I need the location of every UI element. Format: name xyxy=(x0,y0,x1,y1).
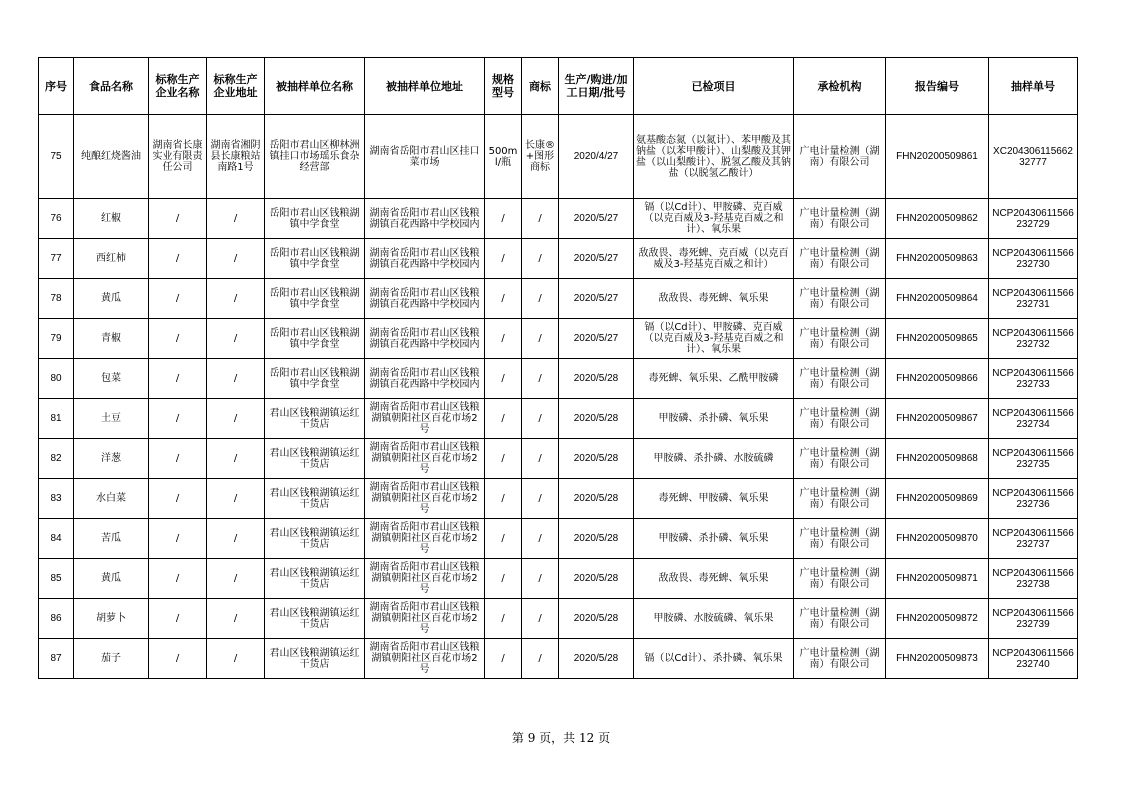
seq-cell: 85 xyxy=(39,559,74,599)
sampled-unit-cell: 君山区钱粮湖镇运红干货店 xyxy=(265,599,365,639)
seq-cell: 76 xyxy=(39,199,74,239)
test-items-cell: 氨基酸态氮（以氮计）、苯甲酸及其钠盐（以苯甲酸计）、山梨酸及其钾盐（以山梨酸计）、脱氢乙酸及其钠盐（以脱氢乙酸计） xyxy=(634,115,794,199)
test-items-cell: 敌敌畏、毒死蜱、克百威（以克百威及3-羟基克百威之和计） xyxy=(634,239,794,279)
sample-number-cell: NCP20430611566232731 xyxy=(989,279,1078,319)
manufacturer-cell: / xyxy=(149,559,207,599)
manufacturer-address-cell: / xyxy=(207,639,265,679)
test-items-cell: 镉（以Cd计）、甲胺磷、克百威（以克百威及3-羟基克百威之和计）、氧乐果 xyxy=(634,319,794,359)
column-header: 抽样单号 xyxy=(989,58,1078,115)
manufacturer-cell: / xyxy=(149,279,207,319)
manufacturer-address-cell: / xyxy=(207,399,265,439)
lab-cell: 广电计量检测（湖南）有限公司 xyxy=(794,319,886,359)
table-row xyxy=(39,115,1078,199)
brand-cell: / xyxy=(522,519,559,559)
sample-number-cell: NCP20430611566232733 xyxy=(989,359,1078,399)
date-cell: 2020/5/27 xyxy=(559,279,634,319)
column-header: 序号 xyxy=(39,58,74,115)
column-header: 食品名称 xyxy=(74,58,149,115)
brand-cell: / xyxy=(522,359,559,399)
sampled-unit-cell: 君山区钱粮湖镇运红干货店 xyxy=(265,399,365,439)
test-items-cell: 毒死蜱、氧乐果、乙酰甲胺磷 xyxy=(634,359,794,399)
sampled-unit-address-cell: 湖南省岳阳市君山区钱粮湖镇朝阳社区百花市场2号 xyxy=(365,559,485,599)
seq-cell: 75 xyxy=(39,115,74,199)
brand-cell: / xyxy=(522,559,559,599)
sampled-unit-cell: 君山区钱粮湖镇运红干货店 xyxy=(265,439,365,479)
sample-number-cell: NCP20430611566232729 xyxy=(989,199,1078,239)
manufacturer-cell: 湖南省长康实业有限责任公司 xyxy=(149,115,207,199)
spec-cell: / xyxy=(485,319,522,359)
spec-cell: / xyxy=(485,279,522,319)
column-header: 承检机构 xyxy=(794,58,886,115)
column-header: 被抽样单位地址 xyxy=(365,58,485,115)
date-cell: 2020/5/28 xyxy=(559,599,634,639)
manufacturer-cell: / xyxy=(149,479,207,519)
seq-cell: 81 xyxy=(39,399,74,439)
manufacturer-cell: / xyxy=(149,359,207,399)
lab-cell: 广电计量检测（湖南）有限公司 xyxy=(794,279,886,319)
sampled-unit-cell: 岳阳市君山区钱粮湖镇中学食堂 xyxy=(265,199,365,239)
test-items-cell: 甲胺磷、杀扑磷、水胺硫磷 xyxy=(634,439,794,479)
sampled-unit-cell: 岳阳市君山区钱粮湖镇中学食堂 xyxy=(265,279,365,319)
table-row xyxy=(39,239,1078,279)
manufacturer-cell: / xyxy=(149,519,207,559)
brand-cell: / xyxy=(522,639,559,679)
food-name-cell: 胡萝卜 xyxy=(74,599,149,639)
report-number-cell: FHN20200509868 xyxy=(886,439,989,479)
column-header: 被抽样单位名称 xyxy=(265,58,365,115)
lab-cell: 广电计量检测（湖南）有限公司 xyxy=(794,239,886,279)
table-row xyxy=(39,519,1078,559)
spec-cell: / xyxy=(485,359,522,399)
manufacturer-address-cell: / xyxy=(207,199,265,239)
date-cell: 2020/5/28 xyxy=(559,479,634,519)
lab-cell: 广电计量检测（湖南）有限公司 xyxy=(794,519,886,559)
test-items-cell: 镉（以Cd计）、杀扑磷、氧乐果 xyxy=(634,639,794,679)
food-name-cell: 茄子 xyxy=(74,639,149,679)
sampled-unit-cell: 君山区钱粮湖镇运红干货店 xyxy=(265,639,365,679)
manufacturer-address-cell: / xyxy=(207,519,265,559)
spec-cell: / xyxy=(485,639,522,679)
sampled-unit-address-cell: 湖南省岳阳市君山区挂口菜市场 xyxy=(365,115,485,199)
table-row xyxy=(39,399,1078,439)
manufacturer-cell: / xyxy=(149,599,207,639)
food-name-cell: 纯酿红烧酱油 xyxy=(74,115,149,199)
manufacturer-address-cell: / xyxy=(207,279,265,319)
seq-cell: 86 xyxy=(39,599,74,639)
brand-cell: / xyxy=(522,239,559,279)
food-name-cell: 西红柿 xyxy=(74,239,149,279)
seq-cell: 80 xyxy=(39,359,74,399)
spec-cell: / xyxy=(485,599,522,639)
spec-cell: / xyxy=(485,439,522,479)
column-header: 规格型号 xyxy=(485,58,522,115)
manufacturer-address-cell: / xyxy=(207,319,265,359)
food-name-cell: 洋葱 xyxy=(74,439,149,479)
header-row xyxy=(39,58,1078,115)
test-items-cell: 敌敌畏、毒死蜱、氧乐果 xyxy=(634,559,794,599)
brand-cell: / xyxy=(522,399,559,439)
food-name-cell: 水白菜 xyxy=(74,479,149,519)
test-items-cell: 毒死蜱、甲胺磷、氧乐果 xyxy=(634,479,794,519)
report-number-cell: FHN20200509873 xyxy=(886,639,989,679)
date-cell: 2020/5/28 xyxy=(559,399,634,439)
date-cell: 2020/5/28 xyxy=(559,439,634,479)
lab-cell: 广电计量检测（湖南）有限公司 xyxy=(794,399,886,439)
table-row xyxy=(39,359,1078,399)
manufacturer-address-cell: / xyxy=(207,559,265,599)
brand-cell: / xyxy=(522,279,559,319)
date-cell: 2020/5/28 xyxy=(559,639,634,679)
spec-cell: / xyxy=(485,399,522,439)
food-name-cell: 黄瓜 xyxy=(74,279,149,319)
table-row xyxy=(39,279,1078,319)
sampled-unit-cell: 岳阳市君山区柳林洲镇挂口市场瑶乐食杂经营部 xyxy=(265,115,365,199)
lab-cell: 广电计量检测（湖南）有限公司 xyxy=(794,439,886,479)
sampled-unit-address-cell: 湖南省岳阳市君山区钱粮湖镇朝阳社区百花市场2号 xyxy=(365,479,485,519)
spec-cell: / xyxy=(485,559,522,599)
table-row xyxy=(39,199,1078,239)
test-items-cell: 镉（以Cd计）、甲胺磷、克百威（以克百威及3-羟基克百威之和计）、氧乐果 xyxy=(634,199,794,239)
sample-number-cell: NCP20430611566232736 xyxy=(989,479,1078,519)
food-name-cell: 苦瓜 xyxy=(74,519,149,559)
report-number-cell: FHN20200509866 xyxy=(886,359,989,399)
lab-cell: 广电计量检测（湖南）有限公司 xyxy=(794,639,886,679)
column-header: 标称生产企业名称 xyxy=(149,58,207,115)
spec-cell: / xyxy=(485,519,522,559)
sample-number-cell: NCP20430611566232740 xyxy=(989,639,1078,679)
report-number-cell: FHN20200509863 xyxy=(886,239,989,279)
report-number-cell: FHN20200509865 xyxy=(886,319,989,359)
seq-cell: 77 xyxy=(39,239,74,279)
manufacturer-address-cell: / xyxy=(207,239,265,279)
sampled-unit-address-cell: 湖南省岳阳市君山区钱粮湖镇百花西路中学校园内 xyxy=(365,319,485,359)
food-name-cell: 土豆 xyxy=(74,399,149,439)
sampled-unit-address-cell: 湖南省岳阳市君山区钱粮湖镇百花西路中学校园内 xyxy=(365,199,485,239)
report-number-cell: FHN20200509864 xyxy=(886,279,989,319)
report-number-cell: FHN20200509861 xyxy=(886,115,989,199)
column-header: 已检项目 xyxy=(634,58,794,115)
date-cell: 2020/5/28 xyxy=(559,519,634,559)
seq-cell: 82 xyxy=(39,439,74,479)
sample-number-cell: XC20430611566232777 xyxy=(989,115,1078,199)
date-cell: 2020/5/27 xyxy=(559,239,634,279)
lab-cell: 广电计量检测（湖南）有限公司 xyxy=(794,359,886,399)
lab-cell: 广电计量检测（湖南）有限公司 xyxy=(794,559,886,599)
manufacturer-cell: / xyxy=(149,639,207,679)
test-items-cell: 甲胺磷、水胺硫磷、氧乐果 xyxy=(634,599,794,639)
report-number-cell: FHN20200509867 xyxy=(886,399,989,439)
sample-number-cell: NCP20430611566232739 xyxy=(989,599,1078,639)
lab-cell: 广电计量检测（湖南）有限公司 xyxy=(794,479,886,519)
test-items-cell: 甲胺磷、杀扑磷、氧乐果 xyxy=(634,519,794,559)
brand-cell: / xyxy=(522,599,559,639)
sample-number-cell: NCP20430611566232735 xyxy=(989,439,1078,479)
sample-number-cell: NCP20430611566232732 xyxy=(989,319,1078,359)
report-number-cell: FHN20200509862 xyxy=(886,199,989,239)
sampled-unit-address-cell: 湖南省岳阳市君山区钱粮湖镇朝阳社区百花市场2号 xyxy=(365,439,485,479)
sampled-unit-address-cell: 湖南省岳阳市君山区钱粮湖镇百花西路中学校园内 xyxy=(365,279,485,319)
test-items-cell: 甲胺磷、杀扑磷、氧乐果 xyxy=(634,399,794,439)
report-number-cell: FHN20200509869 xyxy=(886,479,989,519)
sample-number-cell: NCP20430611566232738 xyxy=(989,559,1078,599)
food-name-cell: 黄瓜 xyxy=(74,559,149,599)
brand-cell: 长康®+图形商标 xyxy=(522,115,559,199)
page-footer: 第 9 页，共 12 页 xyxy=(511,731,611,745)
sampled-unit-cell: 君山区钱粮湖镇运红干货店 xyxy=(265,519,365,559)
sampled-unit-address-cell: 湖南省岳阳市君山区钱粮湖镇朝阳社区百花市场2号 xyxy=(365,599,485,639)
column-header: 标称生产企业地址 xyxy=(207,58,265,115)
sampled-unit-cell: 岳阳市君山区钱粮湖镇中学食堂 xyxy=(265,359,365,399)
date-cell: 2020/4/27 xyxy=(559,115,634,199)
table-body xyxy=(39,115,1078,679)
sampled-unit-address-cell: 湖南省岳阳市君山区钱粮湖镇朝阳社区百花市场2号 xyxy=(365,399,485,439)
spec-cell: / xyxy=(485,239,522,279)
manufacturer-cell: / xyxy=(149,319,207,359)
sampled-unit-address-cell: 湖南省岳阳市君山区钱粮湖镇百花西路中学校园内 xyxy=(365,239,485,279)
manufacturer-cell: / xyxy=(149,199,207,239)
date-cell: 2020/5/27 xyxy=(559,319,634,359)
manufacturer-address-cell: 湖南省湘阴县长康粮站南路1号 xyxy=(207,115,265,199)
sampled-unit-cell: 岳阳市君山区钱粮湖镇中学食堂 xyxy=(265,319,365,359)
manufacturer-cell: / xyxy=(149,239,207,279)
brand-cell: / xyxy=(522,319,559,359)
food-name-cell: 青椒 xyxy=(74,319,149,359)
column-header: 商标 xyxy=(522,58,559,115)
seq-cell: 78 xyxy=(39,279,74,319)
manufacturer-cell: / xyxy=(149,439,207,479)
manufacturer-address-cell: / xyxy=(207,599,265,639)
spec-cell: / xyxy=(485,199,522,239)
sampled-unit-cell: 君山区钱粮湖镇运红干货店 xyxy=(265,559,365,599)
column-header: 报告编号 xyxy=(886,58,989,115)
brand-cell: / xyxy=(522,439,559,479)
table-row xyxy=(39,439,1078,479)
manufacturer-cell: / xyxy=(149,399,207,439)
report-number-cell: FHN20200509870 xyxy=(886,519,989,559)
sampled-unit-address-cell: 湖南省岳阳市君山区钱粮湖镇朝阳社区百花市场2号 xyxy=(365,519,485,559)
seq-cell: 83 xyxy=(39,479,74,519)
seq-cell: 87 xyxy=(39,639,74,679)
sampled-unit-cell: 岳阳市君山区钱粮湖镇中学食堂 xyxy=(265,239,365,279)
manufacturer-address-cell: / xyxy=(207,359,265,399)
inspection-results-table xyxy=(38,57,1078,679)
table-row xyxy=(39,559,1078,599)
column-header: 生产/购进/加工日期/批号 xyxy=(559,58,634,115)
spec-cell: 500ml/瓶 xyxy=(485,115,522,199)
report-number-cell: FHN20200509872 xyxy=(886,599,989,639)
lab-cell: 广电计量检测（湖南）有限公司 xyxy=(794,599,886,639)
sample-number-cell: NCP20430611566232730 xyxy=(989,239,1078,279)
brand-cell: / xyxy=(522,199,559,239)
date-cell: 2020/5/28 xyxy=(559,559,634,599)
seq-cell: 84 xyxy=(39,519,74,559)
test-items-cell: 敌敌畏、毒死蜱、氧乐果 xyxy=(634,279,794,319)
manufacturer-address-cell: / xyxy=(207,439,265,479)
report-number-cell: FHN20200509871 xyxy=(886,559,989,599)
sample-number-cell: NCP20430611566232734 xyxy=(989,399,1078,439)
sampled-unit-cell: 君山区钱粮湖镇运红干货店 xyxy=(265,479,365,519)
table-row xyxy=(39,599,1078,639)
sample-number-cell: NCP20430611566232737 xyxy=(989,519,1078,559)
sampled-unit-address-cell: 湖南省岳阳市君山区钱粮湖镇百花西路中学校园内 xyxy=(365,359,485,399)
lab-cell: 广电计量检测（湖南）有限公司 xyxy=(794,199,886,239)
table-row xyxy=(39,319,1078,359)
food-name-cell: 红椒 xyxy=(74,199,149,239)
seq-cell: 79 xyxy=(39,319,74,359)
date-cell: 2020/5/27 xyxy=(559,199,634,239)
table-row xyxy=(39,639,1078,679)
sampled-unit-address-cell: 湖南省岳阳市君山区钱粮湖镇朝阳社区百花市场2号 xyxy=(365,639,485,679)
manufacturer-address-cell: / xyxy=(207,479,265,519)
date-cell: 2020/5/28 xyxy=(559,359,634,399)
brand-cell: / xyxy=(522,479,559,519)
food-name-cell: 包菜 xyxy=(74,359,149,399)
table-row xyxy=(39,479,1078,519)
lab-cell: 广电计量检测（湖南）有限公司 xyxy=(794,115,886,199)
spec-cell: / xyxy=(485,479,522,519)
